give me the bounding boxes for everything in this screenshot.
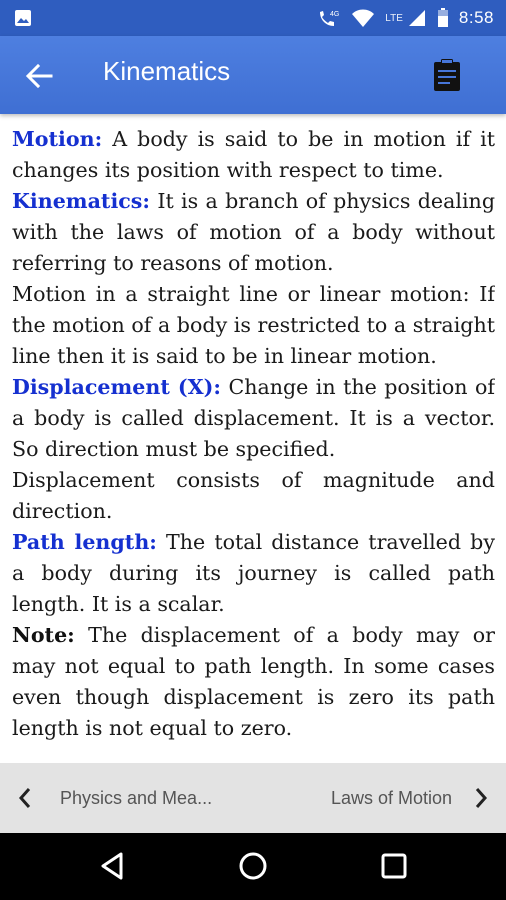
image-notification-icon xyxy=(14,9,32,27)
chapter-navigation xyxy=(0,763,506,833)
signal-icon xyxy=(407,8,427,28)
term-label: Path length: xyxy=(12,530,157,554)
back-arrow-icon[interactable] xyxy=(24,61,54,91)
app-bar xyxy=(0,36,506,114)
lte-label: LTE xyxy=(385,12,403,24)
home-circle-icon[interactable] xyxy=(237,850,269,882)
article-content[interactable] xyxy=(12,124,495,760)
definition-text: Displacement consists of magnitude and direction. xyxy=(12,468,495,523)
chevron-left-icon xyxy=(18,787,32,809)
clock: 8:58 xyxy=(458,8,494,27)
paragraph-displacement xyxy=(12,372,495,465)
paragraph-linear-motion xyxy=(12,279,495,372)
wifi-calling-icon xyxy=(317,8,341,28)
page-title: Kinematics xyxy=(103,56,231,86)
paragraph-motion xyxy=(12,124,495,186)
definition-text: Motion in a straight line or linear motion: If the motion of a body is restricted to a straight line then it is said to be in linear motion. xyxy=(12,282,495,368)
battery-icon xyxy=(437,8,449,28)
status-bar xyxy=(0,0,506,36)
system-navigation-bar xyxy=(0,833,506,900)
previous-chapter-label: Physics and Mea... xyxy=(60,787,213,808)
definition-text: Change in the position of a body is called displacement. It is a vector. So direction must be specified. xyxy=(12,375,495,461)
paragraph-kinematics xyxy=(12,186,495,279)
definition-text: The displacement of a body may or may not equal to path length. In some cases even though displacement is zero its path length is not equal to zero. xyxy=(12,623,495,740)
note-label: Note: xyxy=(12,623,75,647)
next-chapter-label: Laws of Motion xyxy=(330,787,452,808)
previous-chapter-button[interactable] xyxy=(18,763,268,833)
clipboard-icon[interactable] xyxy=(433,58,461,92)
definition-text: The total distance travelled by a body during its journey is called path length. It is a scalar. xyxy=(12,530,495,616)
chevron-right-icon xyxy=(474,787,488,809)
network-type-label: 4G xyxy=(330,11,340,18)
back-triangle-icon[interactable] xyxy=(97,850,129,882)
paragraph-displacement-components xyxy=(12,465,495,527)
definition-text: A body is said to be in motion if it changes its position with respect to time. xyxy=(12,127,495,182)
next-chapter-button[interactable] xyxy=(258,763,488,833)
wifi-icon xyxy=(351,8,375,28)
term-label: Motion: xyxy=(12,127,103,151)
recents-square-icon[interactable] xyxy=(378,850,410,882)
term-label: Kinematics: xyxy=(12,189,151,213)
definition-text: It is a branch of physics dealing with the laws of motion of a body without referring to reasons of motion. xyxy=(12,189,495,275)
paragraph-note xyxy=(12,620,495,744)
paragraph-path-length xyxy=(12,527,495,620)
term-label: Displacement (X): xyxy=(12,375,221,399)
